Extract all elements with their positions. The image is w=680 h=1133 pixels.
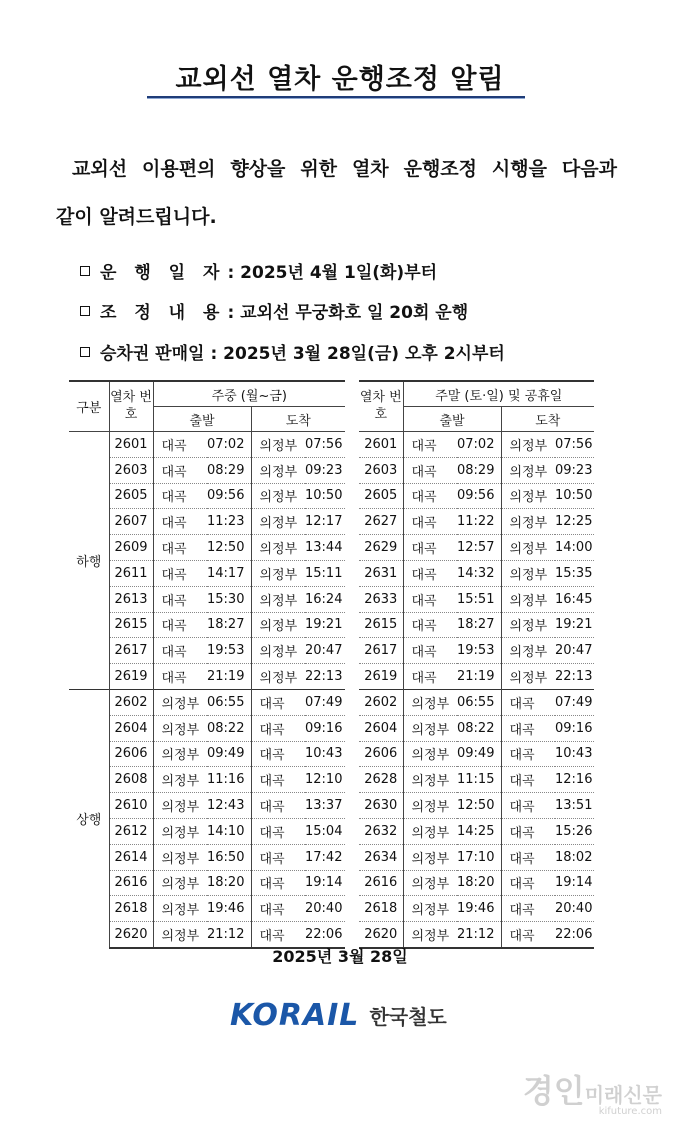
dep-station: 의정부 [403,844,457,870]
dep-time: 07:02 [207,432,251,458]
dep-station: 의정부 [403,715,457,741]
table-row [69,457,345,483]
train-no: 2613 [109,586,153,612]
train-no: 2606 [359,741,403,767]
train-no: 2632 [359,818,403,844]
arr-time: 20:40 [305,896,345,922]
table-row [359,457,594,483]
korail-logo [230,998,447,1033]
arr-station: 대곡 [501,741,555,767]
arr-time: 17:42 [305,844,345,870]
arr-station: 대곡 [251,689,305,715]
train-no: 2616 [109,870,153,896]
header-train-no: 열차 번호 [359,381,403,432]
dep-time: 09:49 [457,741,501,767]
header-depart: 출발 [153,407,251,432]
table-row [359,483,594,509]
train-no: 2619 [109,664,153,690]
table-row [359,612,594,638]
train-no: 2603 [109,457,153,483]
arr-station: 의정부 [251,432,305,458]
table-row [69,870,345,896]
title-underline [147,96,525,99]
dep-station: 의정부 [153,922,207,948]
arr-time: 07:56 [555,432,594,458]
dep-station: 의정부 [403,818,457,844]
info-item-sales [80,339,505,364]
arr-time: 22:06 [305,922,345,948]
table-row [359,767,594,793]
train-no: 2627 [359,509,403,535]
table-row [359,870,594,896]
arr-station: 대곡 [251,793,305,819]
arr-station: 의정부 [501,535,555,561]
header-depart: 출발 [403,407,501,432]
dep-station: 의정부 [403,689,457,715]
train-no: 2634 [359,844,403,870]
dep-time: 19:53 [457,638,501,664]
dep-station: 의정부 [403,896,457,922]
intro-line-2: 같이 알려드립니다. [56,206,217,228]
train-no: 2604 [109,715,153,741]
arr-time: 16:24 [305,586,345,612]
arr-station: 대곡 [501,870,555,896]
page-title: 교외선 열차 운행조정 알림 [175,64,505,95]
dep-time: 09:56 [207,483,251,509]
arr-time: 22:06 [555,922,594,948]
table-row [69,741,345,767]
dep-time: 08:22 [207,715,251,741]
dep-time: 14:25 [457,818,501,844]
train-no: 2616 [359,870,403,896]
dep-time: 12:50 [207,535,251,561]
train-no: 2605 [109,483,153,509]
arr-time: 20:40 [555,896,594,922]
dep-station: 대곡 [153,432,207,458]
arr-station: 의정부 [501,586,555,612]
dep-station: 대곡 [403,457,457,483]
dep-time: 06:55 [207,689,251,715]
arr-station: 의정부 [251,586,305,612]
dep-station: 대곡 [153,509,207,535]
watermark-big: 경인 [522,1072,585,1110]
train-no: 2629 [359,535,403,561]
arr-station: 대곡 [251,741,305,767]
train-no: 2610 [109,793,153,819]
dep-time: 18:20 [207,870,251,896]
dep-station: 의정부 [153,689,207,715]
table-row [359,689,594,715]
arr-time: 09:16 [555,715,594,741]
dep-station: 대곡 [403,535,457,561]
arr-time: 13:37 [305,793,345,819]
train-no: 2608 [109,767,153,793]
arr-time: 13:51 [555,793,594,819]
dep-time: 12:57 [457,535,501,561]
train-no: 2618 [359,896,403,922]
arr-time: 15:04 [305,818,345,844]
table-row [359,535,594,561]
watermark-small: 미래신문 [584,1083,662,1107]
watermark-url: kifuture.com [598,1106,662,1117]
watermark [523,1066,662,1117]
arr-station: 대곡 [251,767,305,793]
info-label: 조 정 내 용 [100,303,226,323]
arr-time: 13:44 [305,535,345,561]
table-row [69,767,345,793]
arr-station: 의정부 [251,483,305,509]
table-row [69,664,345,690]
table-row [69,586,345,612]
header-division: 구분 [69,381,109,432]
dep-station: 대곡 [403,612,457,638]
dep-station: 의정부 [153,741,207,767]
table-row [359,509,594,535]
dep-time: 15:30 [207,586,251,612]
arr-station: 의정부 [251,535,305,561]
train-no: 2605 [359,483,403,509]
header-arrive: 도착 [251,407,345,432]
intro-line-1: 교외선 이용편의 향상을 위한 열차 운행조정 시행을 다음과 [72,158,617,180]
dep-time: 12:43 [207,793,251,819]
dep-station: 대곡 [403,664,457,690]
dep-time: 21:12 [457,922,501,948]
arr-station: 의정부 [251,457,305,483]
dep-time: 11:16 [207,767,251,793]
dep-time: 19:46 [457,896,501,922]
train-no: 2620 [359,922,403,948]
arr-station: 의정부 [251,638,305,664]
dep-time: 15:51 [457,586,501,612]
info-value: : 2025년 3월 28일(금) 오후 2시부터 [210,344,505,364]
dep-station: 대곡 [403,509,457,535]
header-arrive: 도착 [501,407,594,432]
arr-station: 대곡 [501,793,555,819]
train-no: 2601 [359,432,403,458]
train-no: 2611 [109,560,153,586]
table-row [69,689,345,715]
arr-time: 10:50 [305,483,345,509]
dep-time: 18:27 [207,612,251,638]
table-row [69,844,345,870]
arr-station: 의정부 [501,432,555,458]
table-row [359,586,594,612]
arr-time: 19:14 [555,870,594,896]
arr-station: 의정부 [501,560,555,586]
table-row [359,664,594,690]
weekday-timetable [69,380,345,949]
train-no: 2628 [359,767,403,793]
arr-station: 대곡 [251,844,305,870]
dep-time: 11:23 [207,509,251,535]
arr-time: 12:25 [555,509,594,535]
arr-station: 대곡 [251,715,305,741]
dep-time: 14:10 [207,818,251,844]
table-row [359,715,594,741]
dep-time: 08:29 [457,457,501,483]
dep-time: 21:19 [457,669,495,685]
dep-time: 19:53 [207,638,251,664]
arr-station: 대곡 [251,896,305,922]
train-no: 2615 [359,612,403,638]
dep-station: 대곡 [153,612,207,638]
arr-time: 10:50 [555,483,594,509]
train-no: 2619 [364,669,398,685]
table-row [69,483,345,509]
arr-time: 07:49 [305,689,345,715]
header-weekday: 주중 (월~금) [153,381,345,407]
train-no: 2617 [359,638,403,664]
info-value: : 교외선 무궁화호 일 20회 운행 [227,303,469,323]
arr-station: 대곡 [251,922,305,948]
arr-time: 20:47 [555,638,594,664]
train-no: 2612 [109,818,153,844]
train-no: 2633 [359,586,403,612]
table-row [69,715,345,741]
korail-logo-text: KORAIL [230,998,360,1033]
dep-time: 09:49 [207,741,251,767]
dep-station: 의정부 [153,896,207,922]
arr-station: 대곡 [501,922,555,948]
arr-time: 15:26 [555,818,594,844]
table-row [69,896,345,922]
table-row [359,741,594,767]
info-item-date [80,258,437,283]
table-row [69,638,345,664]
table-row [359,818,594,844]
train-no: 2602 [359,689,403,715]
dep-time: 06:55 [457,689,501,715]
arr-time: 14:00 [555,535,594,561]
info-label: 운 행 일 자 [100,263,226,283]
table-row [359,793,594,819]
table-row [69,509,345,535]
dep-station: 대곡 [153,586,207,612]
arr-time: 15:11 [305,560,345,586]
dep-station: 대곡 [403,560,457,586]
arr-station: 대곡 [501,689,555,715]
train-no: 2607 [109,509,153,535]
arr-time: 09:23 [305,457,345,483]
dep-time: 17:10 [457,844,501,870]
arr-time: 20:47 [305,638,345,664]
train-no: 2620 [109,922,153,948]
arr-time: 22:13 [555,669,593,685]
info-item-content [80,298,468,323]
arr-time: 07:56 [305,432,345,458]
group-down: 하행 [69,432,109,690]
arr-time: 18:02 [555,844,594,870]
arr-time: 22:13 [305,669,343,685]
header-train-no: 열차 번호 [109,381,153,432]
checkbox-bullet-icon [80,347,90,357]
dep-station: 의정부 [153,793,207,819]
arr-station: 의정부 [501,509,555,535]
dep-station: 대곡 [153,457,207,483]
arr-station: 대곡 [501,715,555,741]
arr-time: 12:17 [305,509,345,535]
train-no: 2631 [359,560,403,586]
train-no: 2615 [109,612,153,638]
arr-station: 대곡 [251,818,305,844]
arr-time: 15:35 [555,560,594,586]
dep-time: 09:56 [457,483,501,509]
dep-station: 대곡 [153,483,207,509]
table-row [359,844,594,870]
dep-time: 18:27 [457,612,501,638]
header-weekend: 주말 (토·일) 및 공휴일 [403,381,594,407]
dep-time: 14:17 [207,560,251,586]
dep-station: 의정부 [153,715,207,741]
dep-station: 의정부 [403,741,457,767]
train-no: 2614 [109,844,153,870]
arr-station: 대곡 [501,896,555,922]
dep-time: 18:20 [457,870,501,896]
dep-station: 대곡 [153,664,207,690]
dep-station: 의정부 [153,844,207,870]
table-row [359,432,594,458]
dep-station: 의정부 [153,767,207,793]
table-row [359,896,594,922]
dep-time: 11:15 [457,767,501,793]
info-value: : 2025년 4월 1일(화)부터 [227,263,438,283]
arr-time: 10:43 [305,741,345,767]
table-row [69,793,345,819]
dep-time: 08:22 [457,715,501,741]
table-row [69,432,345,458]
dep-time: 14:32 [457,560,501,586]
arr-time: 16:45 [555,586,594,612]
table-row [69,560,345,586]
train-no: 2601 [109,432,153,458]
arr-station: 의정부 [251,612,305,638]
dep-station: 대곡 [403,432,457,458]
arr-station: 의정부 [251,509,305,535]
dep-time: 21:12 [207,922,251,948]
korail-korean-name: 한국철도 [369,1005,447,1029]
train-no: 2604 [359,715,403,741]
arr-station: 의정부 [501,483,555,509]
group-up: 상행 [69,689,109,947]
table-row [359,638,594,664]
dep-station: 의정부 [403,870,457,896]
train-no: 2618 [109,896,153,922]
arr-station: 대곡 [501,767,555,793]
arr-time: 09:16 [305,715,345,741]
info-label: 승차권 판매일 [100,344,205,364]
arr-time: 09:23 [555,457,594,483]
table-row [69,612,345,638]
arr-station: 의정부 [251,664,305,690]
train-no: 2630 [359,793,403,819]
arr-time: 12:10 [305,767,345,793]
arr-time: 19:21 [305,612,345,638]
dep-station: 의정부 [153,870,207,896]
dep-station: 의정부 [403,793,457,819]
arr-station: 대곡 [501,844,555,870]
train-no: 2606 [109,741,153,767]
train-no: 2603 [359,457,403,483]
dep-station: 대곡 [403,483,457,509]
arr-station: 대곡 [501,818,555,844]
arr-station: 의정부 [501,664,555,690]
arr-time: 12:16 [555,767,594,793]
dep-station: 의정부 [403,767,457,793]
checkbox-bullet-icon [80,306,90,316]
arr-station: 의정부 [501,638,555,664]
weekend-timetable [359,380,594,949]
dep-time: 21:19 [207,669,245,685]
arr-time: 10:43 [555,741,594,767]
dep-station: 대곡 [153,560,207,586]
arr-station: 대곡 [251,870,305,896]
arr-time: 19:14 [305,870,345,896]
dep-time: 07:02 [457,432,501,458]
checkbox-bullet-icon [80,266,90,276]
notice-date: 2025년 3월 28일 [272,947,408,966]
train-no: 2609 [109,535,153,561]
arr-station: 의정부 [501,612,555,638]
dep-time: 11:22 [457,509,501,535]
train-no: 2617 [109,638,153,664]
arr-station: 의정부 [251,560,305,586]
dep-station: 대곡 [153,535,207,561]
dep-time: 08:29 [207,457,251,483]
dep-time: 12:50 [457,793,501,819]
table-row [69,818,345,844]
table-row [359,560,594,586]
arr-station: 의정부 [501,457,555,483]
dep-station: 대곡 [153,638,207,664]
dep-time: 19:46 [207,896,251,922]
dep-time: 16:50 [207,844,251,870]
table-row [69,535,345,561]
dep-station: 대곡 [403,638,457,664]
arr-time: 07:49 [555,689,594,715]
dep-station: 의정부 [403,922,457,948]
dep-station: 대곡 [403,586,457,612]
arr-time: 19:21 [555,612,594,638]
dep-station: 의정부 [153,818,207,844]
train-no: 2602 [109,689,153,715]
